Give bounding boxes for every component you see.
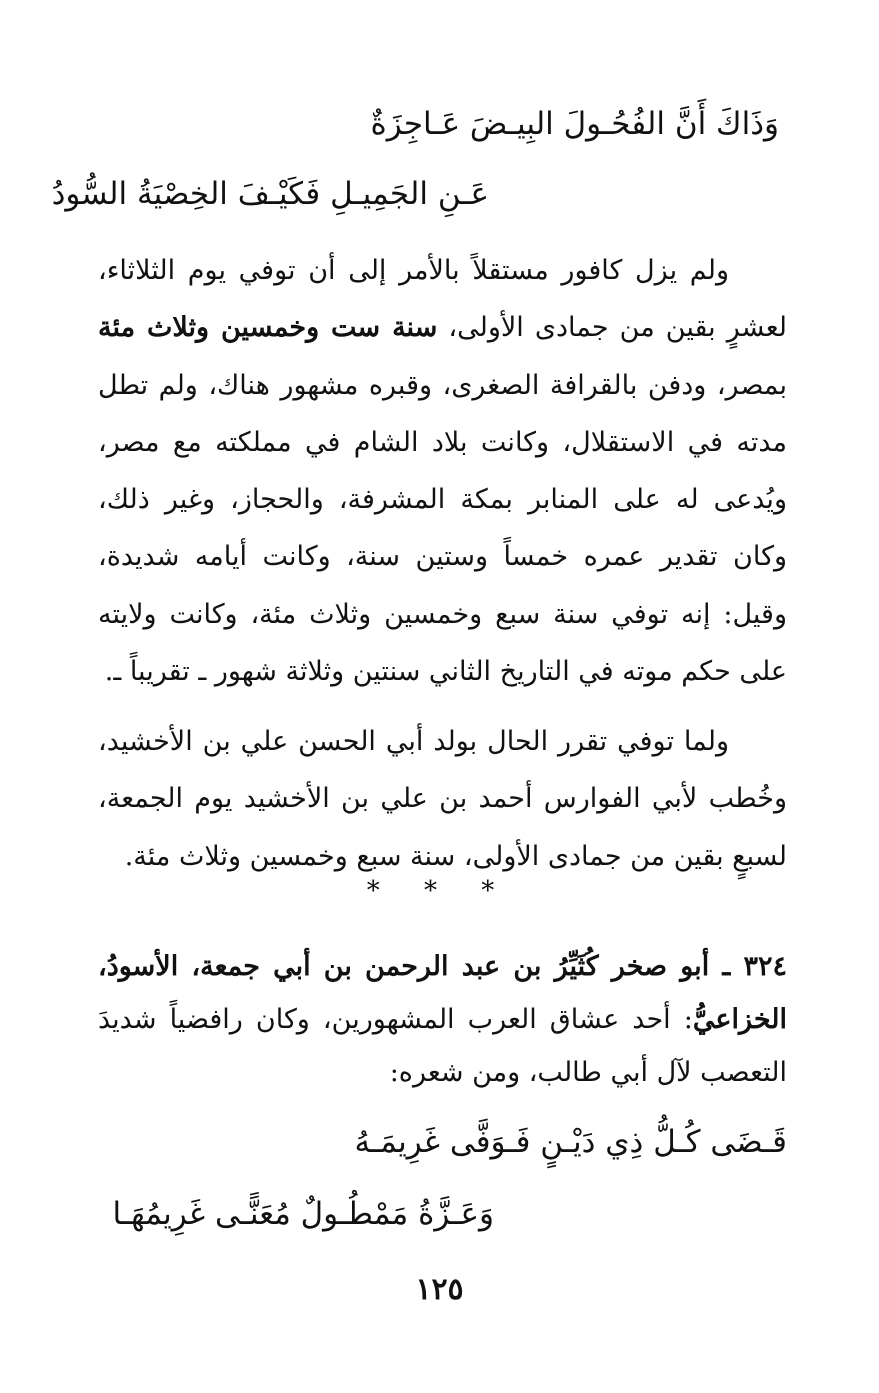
- entry-heading: ٣٢٤ ـ أبو صخر كُثَيِّرُ بن عبد الرحمن بن أبي جمعة، الأسودُ، الخزاعيُّ: [98, 951, 787, 1035]
- entry-text: : أحد عشاق العرب المشهورين، وكان رافضياً شديدَ التعصب لآل أبي طالب، ومن شعره:: [98, 1004, 787, 1088]
- page-number: ١٢٥: [415, 1272, 464, 1307]
- paragraph-kafur-death: [98, 242, 787, 700]
- verse-line-1: وَذَاكَ أَنَّ الفُحُـولَ البِيـضَ عَـاجِزَةٌ: [370, 106, 779, 142]
- bold-date: سنة ست وخمسين وثلاث مئة: [98, 312, 438, 344]
- section-separator: * * *: [366, 876, 513, 906]
- paragraph-text: ولم يزل كافور مستقلاً بالأمر إلى أن توفي يوم الثلاثاء، لعشرٍ بقين من جمادى الأولى،: [98, 255, 787, 344]
- paragraph-text: بمصر، ودفن بالقرافة الصغرى، وقبره مشهور هناك، ولم تطل مدته في الاستقلال، وكانت بلاد الشام في مملكته مع مصر، ويُدعى له على المنابر بمكة المشرفة، والحجاز، وغير ذلك، وكان تقدير عمره خمساً وستين سنة، وكانت أيامه شديدة، وقيل: إنه توفي سنة سبع وخمسين وثلاث مئة، وكانت ولايته على حكم موته في التاريخ الثاني سنتين وثلاثة شهور ـ تقريباً ـ.: [98, 369, 787, 688]
- verse-line-4: وَعَـزَّةُ مَمْطُـولٌ مُعَنًّـى غَرِيمُهَـا: [112, 1196, 494, 1232]
- paragraph-succession: ولما توفي تقرر الحال بولد أبي الحسن علي بن الأخشيد، وخُطب لأبي الفوارس أحمد بن علي بن الأخشيد يوم الجمعة، لسبعٍ بقين من جمادى الأولى، سنة سبع وخمسين وثلاث مئة.: [98, 726, 787, 872]
- verse-line-2: عَـنِ الجَمِيـلِ فَكَيْـفَ الخِصْيَةُ السُّودُ: [51, 176, 489, 212]
- entry-kuthayyir: [98, 940, 787, 1099]
- verse-line-3: قَـضَى كُـلُّ ذِي دَيْـنٍ فَـوَفَّى غَرِيمَـهُ: [354, 1124, 787, 1160]
